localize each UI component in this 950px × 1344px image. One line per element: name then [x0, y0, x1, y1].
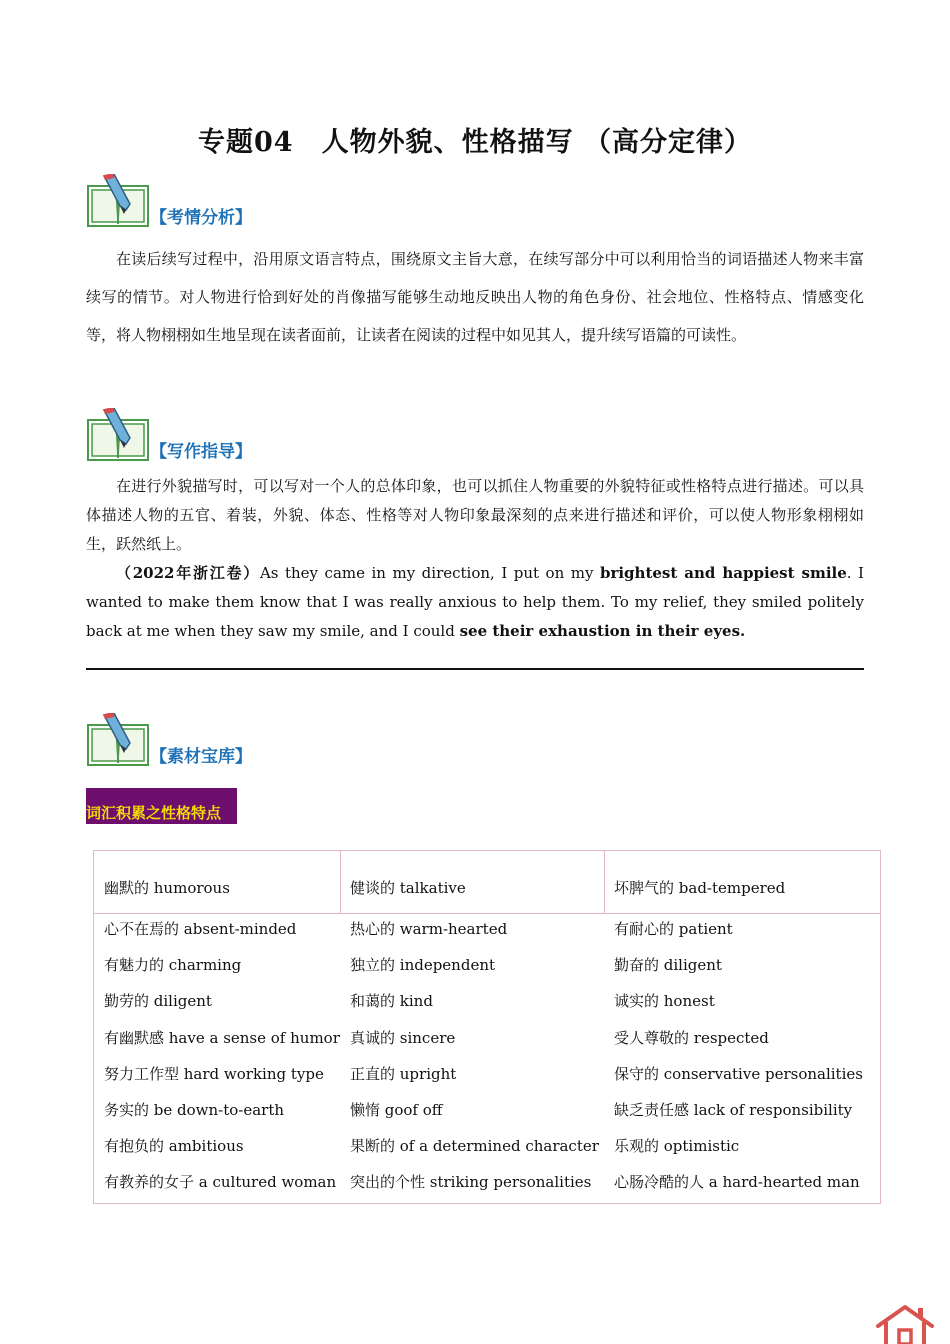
table-cell: 有幽默感 have a sense of humor: [104, 1028, 340, 1047]
home-icon[interactable]: [874, 1304, 936, 1344]
table-cell: 心不在焉的 absent-minded: [104, 920, 297, 938]
example-text-1: As they came in my direction, I put on my: [259, 564, 600, 582]
page-title: 专题04 人物外貌、性格描写 （高分定律）: [198, 127, 752, 158]
book-pencil-icon: [86, 408, 150, 464]
example-text-2: . I wanted to make them know that I was really anxious to help them. To my relief, they smiled politely back at me when they saw my smile, and I could: [86, 564, 864, 640]
table-cell: 保守的 conservative personalities: [614, 1064, 863, 1083]
example-source: （2022年浙江卷）: [116, 564, 260, 582]
table-cell: 勤劳的 diligent: [104, 992, 212, 1011]
table-header-cell: 健谈的 talkative: [350, 879, 466, 897]
table-cell: 乐观的 optimistic: [614, 1137, 740, 1156]
table-cell: 有耐心的 patient: [614, 920, 733, 938]
table-cell: 努力工作型 hard working type: [104, 1064, 324, 1083]
table-cell: 懒惰 goof off: [350, 1101, 443, 1119]
vocab-table: [93, 850, 881, 1204]
section-header-guide: [86, 408, 486, 464]
table-cell: 务实的 be down-to-earth: [104, 1101, 285, 1119]
section-divider: [86, 668, 864, 670]
example-bold-2: see their exhaustion in their eyes.: [459, 622, 746, 640]
table-cell: 心肠冷酷的人 a hard-hearted man: [614, 1173, 860, 1192]
table-header-cell: 幽默的 humorous: [104, 879, 230, 897]
table-cell: 果断的 of a determined character: [350, 1137, 599, 1156]
guide-paragraph: 在进行外貌描写时，可以写对一个人的总体印象，也可以抓住人物重要的外貌特征或性格特点进行描述。可以具体描述人物的五官、着装，外貌、体态、性格等对人物印象最深刻的点来进行描述和评价，可以使人物形象栩栩如生，跃然纸上。: [86, 477, 864, 553]
table-cell: 突出的个性 striking personalities: [350, 1173, 592, 1192]
table-cell: 勤奋的 diligent: [614, 956, 722, 975]
book-pencil-icon: [86, 713, 150, 769]
table-cell: 诚实的 honest: [614, 992, 715, 1011]
section-label-guide: 【写作指导】: [150, 442, 252, 462]
table-cell: 有教养的女子 a cultured woman: [104, 1173, 337, 1192]
table-cell: 受人尊敬的 respected: [614, 1028, 769, 1047]
section-header-materials: [86, 713, 486, 769]
example-bold-1: brightest and happiest smile: [599, 564, 847, 582]
table-cell: 和蔼的 kind: [350, 992, 433, 1011]
table-cell: 有抱负的 ambitious: [104, 1137, 244, 1156]
column-divider: [340, 851, 341, 913]
section-label-materials: 【素材宝库】: [150, 747, 252, 767]
table-cell: 真诚的 sincere: [350, 1028, 456, 1047]
example-paragraph: [86, 559, 864, 646]
section-header-analysis: [86, 174, 486, 230]
table-cell: 热心的 warm-hearted: [350, 920, 508, 938]
vocab-category-tag: 词汇积累之性格特点: [86, 788, 237, 824]
analysis-paragraph: 在读后续写过程中，沿用原文语言特点，围绕原文主旨大意，在续写部分中可以利用恰当的词语描述人物来丰富续写的情节。对人物进行恰到好处的肖像描写能够生动地反映出人物的角色身份、社会地位、性格特点、情感变化等，将人物栩栩如生地呈现在读者面前，让读者在阅读的过程中如见其人，提升续写语篇的可读性。: [86, 250, 864, 344]
table-cell: 正直的 upright: [350, 1064, 457, 1083]
table-header-cell: 坏脾气的 bad-tempered: [614, 879, 786, 897]
table-cell: 有魅力的 charming: [104, 956, 242, 975]
column-divider: [604, 851, 605, 913]
book-pencil-icon: [86, 174, 150, 230]
table-cell: 缺乏责任感 lack of responsibility: [614, 1101, 853, 1119]
table-cell: 独立的 independent: [350, 956, 496, 975]
section-label-analysis: 【考情分析】: [150, 208, 252, 228]
